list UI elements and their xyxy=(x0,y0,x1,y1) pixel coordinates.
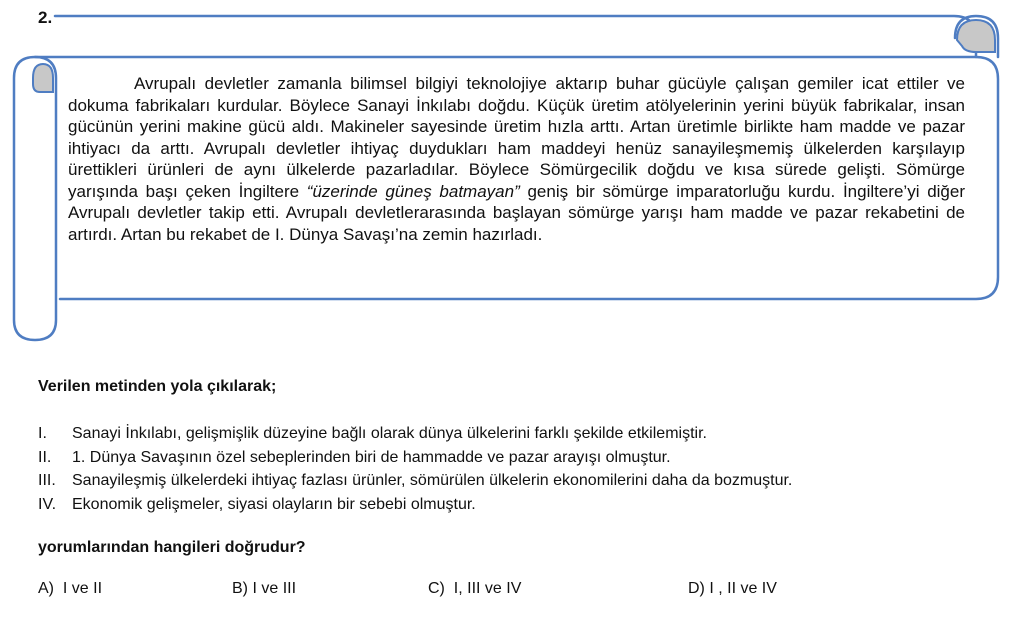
statement-list xyxy=(38,422,792,516)
passage-before-quote: Avrupalı devletler zamanla bilimsel bilgiyi teknolojiye aktarıp buhar gücüyle çalışan gemiler icat ettiler ve dokuma fabrikaları kurdular. Böylece Sanayi İnkılabı doğdu. Küçük üretim atölyelerinin yerini büyük fabrikalar, insan gücünün yerini makine gücü aldı. Makineler sayesinde üretim hızla arttı. Artan üretimle birlikte ham madde ve pazar ihtiyacı da arttı. Avrupalı devletler ihtiyaç duydukları ham maddeyi henüz sanayileşmemiş ülkelerden karşılayıp ürettikleri ürünleri de aynı ülkelerde pazarladılar. Böylece Sömürgecilik doğdu ve kısa sürede gelişti. Sömürge yarışında başı çeken İngiltere xyxy=(68,74,965,201)
scroll-left-curl-fill xyxy=(33,64,53,92)
scroll-top-curl-fill xyxy=(957,20,995,52)
question-text: yorumlarından hangileri doğrudur? xyxy=(38,539,306,556)
statement-item xyxy=(38,446,792,470)
option-label: C) xyxy=(428,580,445,597)
statement-number: IV. xyxy=(38,495,57,513)
statement-text: Ekonomik gelişmeler, siyasi olayların bir sebebi olmuştur. xyxy=(72,495,476,513)
statement-item xyxy=(38,469,792,493)
statement-text: Sanayileşmiş ülkelerdeki ihtiyaç fazlası ürünler, sömürülen ülkelerin ekonomilerini daha da bozmuştur. xyxy=(72,472,793,489)
option-a[interactable] xyxy=(38,580,102,598)
statement-number: I. xyxy=(38,425,47,442)
scroll-left-roll-outline xyxy=(14,57,56,340)
option-b[interactable] xyxy=(232,580,296,598)
statement-item xyxy=(38,422,792,446)
option-c[interactable] xyxy=(428,580,521,598)
option-label: B) xyxy=(232,580,248,597)
statement-text: Sanayi İnkılabı, gelişmişlik düzeyine bağlı olarak dünya ülkelerini farklı şekilde etkilemiştir. xyxy=(72,425,707,442)
scroll-top-roll-outline xyxy=(55,16,976,57)
option-text: I, III ve IV xyxy=(453,580,522,597)
passage-quote: “üzerinde güneş batmayan” xyxy=(306,181,520,201)
option-text: I ve III xyxy=(252,580,297,597)
passage-after-quote: geniş bir sömürge imparatorluğu kurdu. İngiltere’yi diğer Avrupalı devletler takip etti. Avrupalı devletlerarasında başlayan sömürge yarışı ham madde ve pazar rekabetini de artırdı. Artan bu rekabet de I. Dünya Savaşı’na zemin hazırladı. xyxy=(68,181,965,244)
option-text: I ve II xyxy=(62,580,103,597)
passage-text xyxy=(68,73,965,245)
statement-number: II. xyxy=(38,448,52,466)
question-prompt: Verilen metinden yola çıkılarak; xyxy=(38,378,277,395)
option-text: I , II ve IV xyxy=(709,580,777,597)
statement-text: 1. Dünya Savaşının özel sebeplerinden biri de hammadde ve pazar arayışı olmuştur. xyxy=(72,448,671,466)
statement-item xyxy=(38,493,792,517)
statement-number: III. xyxy=(38,472,56,489)
option-d[interactable] xyxy=(688,580,777,598)
question-number: 2. xyxy=(38,8,53,27)
option-label: D) xyxy=(688,580,705,597)
option-label: A) xyxy=(38,580,54,597)
